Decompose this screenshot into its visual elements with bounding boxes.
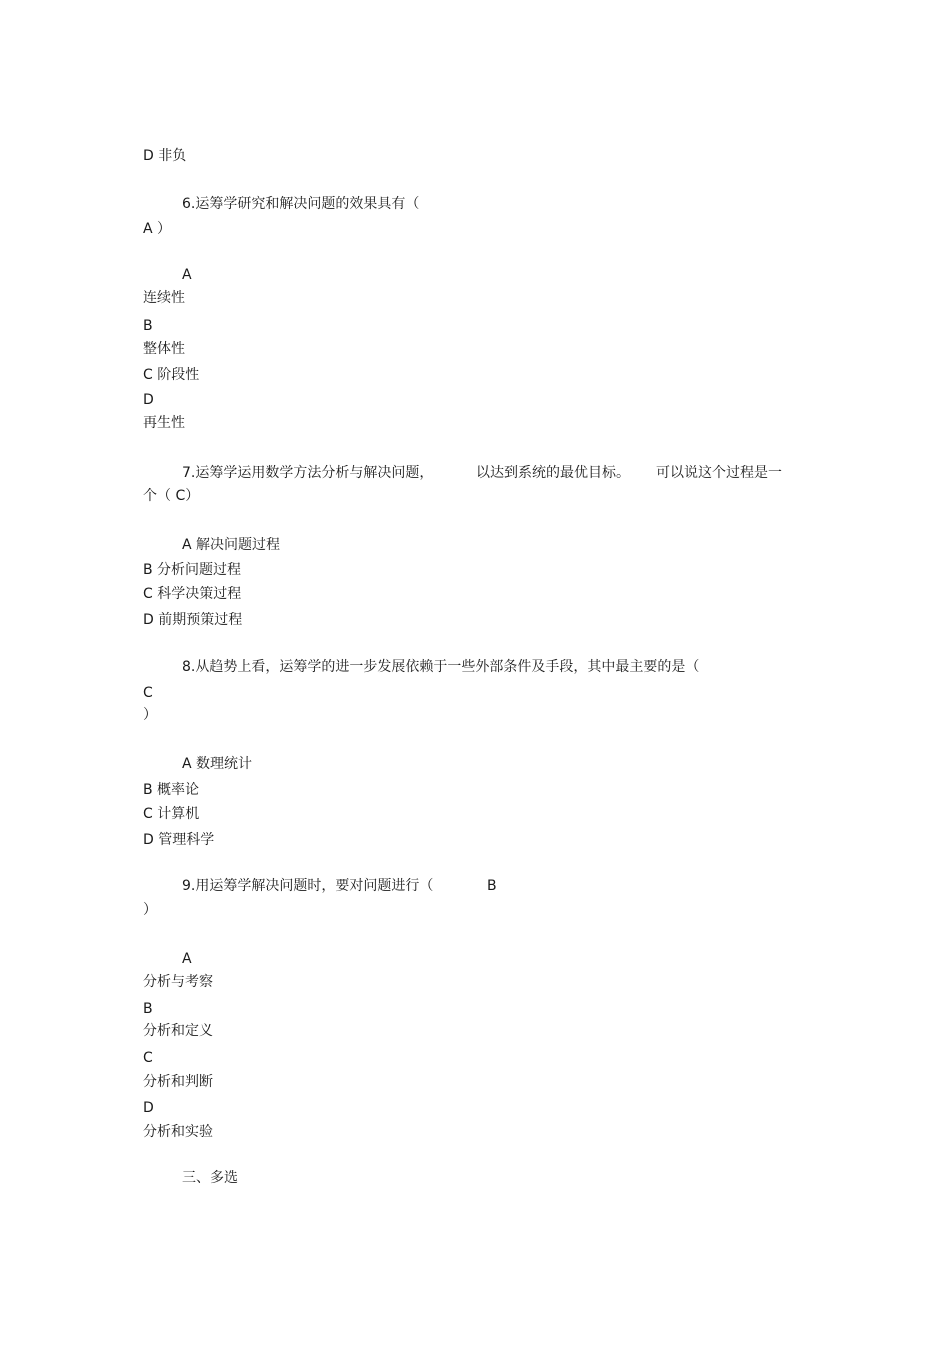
- question-7-text-part2: 以达到系统的最优目标。: [476, 465, 630, 481]
- q7-option-a: A 解决问题过程: [182, 537, 281, 553]
- question-9-close-paren: ）: [143, 902, 157, 918]
- question-6-answer: A ）: [143, 221, 172, 237]
- option-d-q5: D 非负: [143, 148, 187, 164]
- q7-option-b: B 分析问题过程: [143, 562, 242, 578]
- q9-option-b-letter: B: [143, 1001, 153, 1017]
- q9-option-c-text: 分析和判断: [143, 1074, 213, 1090]
- question-9-answer: B: [487, 878, 497, 894]
- q6-option-a-text: 连续性: [143, 290, 185, 306]
- q6-option-b-letter: B: [143, 318, 153, 334]
- question-8-close-paren: ）: [143, 707, 157, 723]
- q6-option-b-text: 整体性: [143, 341, 185, 357]
- question-8-text: 8.从趋势上看，运筹学的进一步发展依赖于一些外部条件及手段，其中最主要的是（: [182, 659, 700, 675]
- q6-option-a-letter: A: [182, 267, 192, 283]
- q7-option-d: D 前期预策过程: [143, 612, 243, 628]
- q8-option-d: D 管理科学: [143, 832, 215, 848]
- q9-option-d-letter: D: [143, 1100, 154, 1116]
- q9-option-c-letter: C: [143, 1050, 153, 1066]
- question-8-answer: C: [143, 685, 153, 701]
- q6-option-d-letter: D: [143, 392, 154, 408]
- q7-option-c: C 科学决策过程: [143, 586, 242, 602]
- q9-option-a-letter: A: [182, 951, 192, 967]
- question-6-text: 6.运筹学研究和解决问题的效果具有（: [182, 196, 420, 212]
- q8-option-b: B 概率论: [143, 782, 200, 798]
- question-7-answer: 个（ C）: [143, 488, 200, 504]
- q6-option-d-text: 再生性: [143, 415, 185, 431]
- q6-option-c: C 阶段性: [143, 367, 200, 383]
- q8-option-a: A 数理统计: [182, 756, 253, 772]
- q9-option-b-text: 分析和定义: [143, 1023, 213, 1039]
- question-7-text-part3: 可以说这个过程是一: [656, 465, 782, 481]
- question-9-text: 9.用运筹学解决问题时，要对问题进行（: [182, 878, 434, 894]
- section-heading-multiple-choice: 三、多选: [182, 1170, 238, 1186]
- q9-option-a-text: 分析与考察: [143, 974, 213, 990]
- q8-option-c: C 计算机: [143, 806, 200, 822]
- q9-option-d-text: 分析和实验: [143, 1124, 213, 1140]
- question-7-text-part1: 7.运筹学运用数学方法分析与解决问题，: [182, 465, 434, 481]
